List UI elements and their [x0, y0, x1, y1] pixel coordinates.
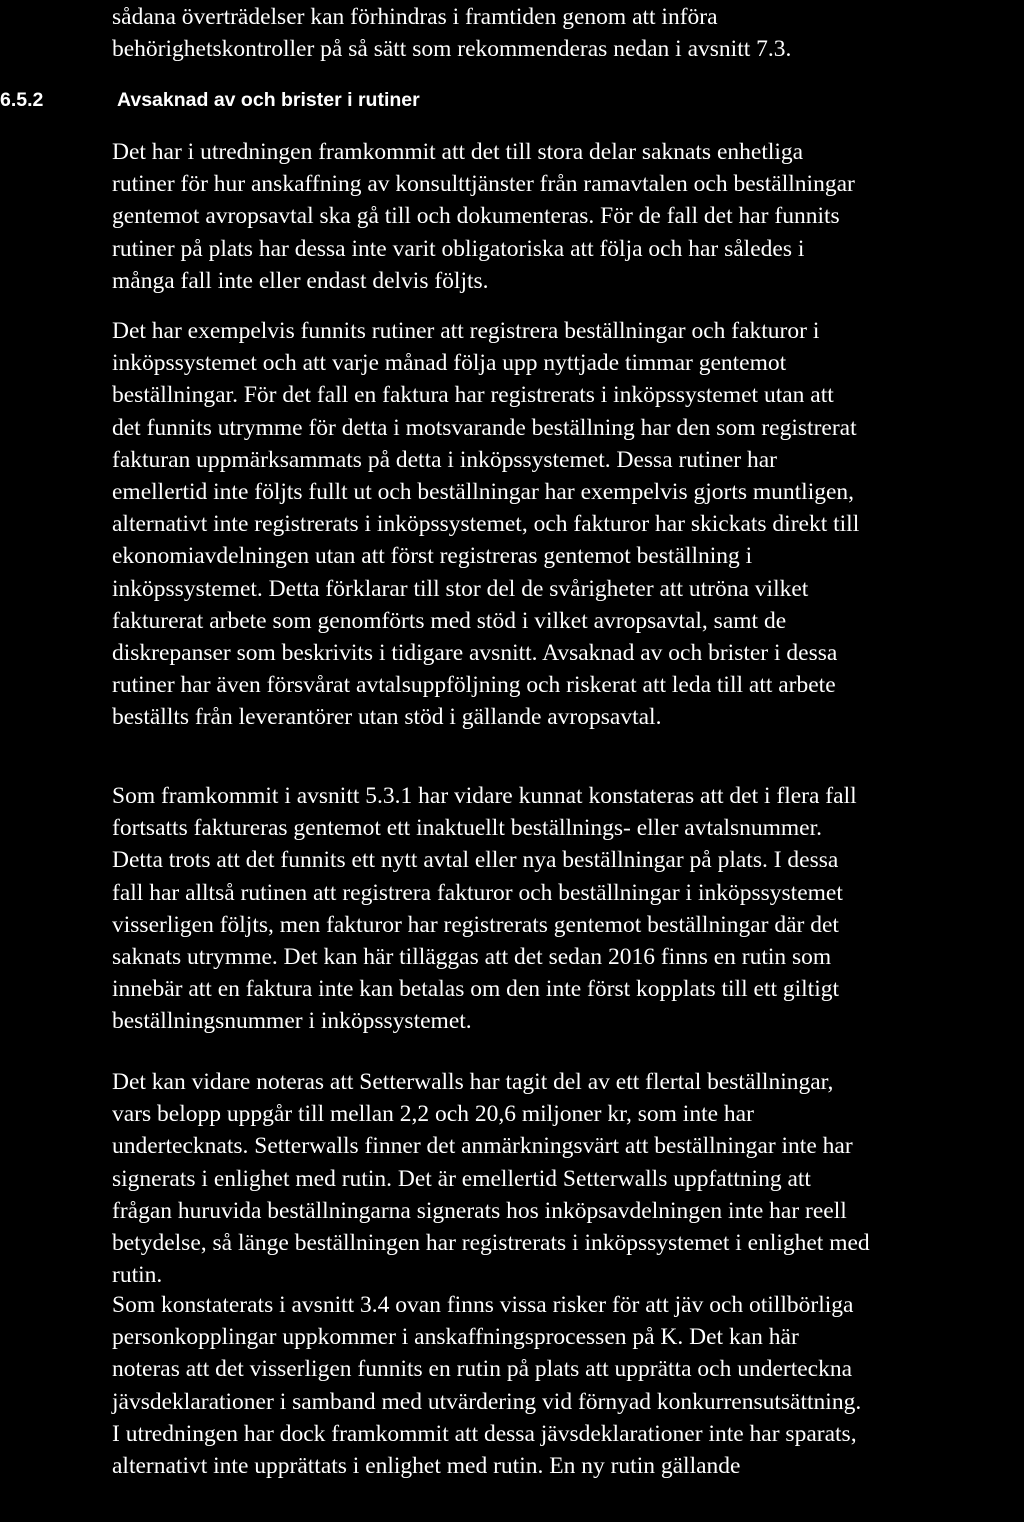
- text-line: fall har alltså rutinen att registrera fakturor och beställningar i inköpssystemet: [112, 879, 843, 906]
- text-line: signerats i enlighet med rutin. Det är emellertid Setterwalls uppfattning att: [112, 1165, 811, 1192]
- text-line: frågan huruvida beställningarna signerats hos inköpsavdelningen inte har reell: [112, 1197, 847, 1224]
- text-line: inköpssystemet och att varje månad följa upp nyttjade timmar gentemot: [112, 350, 787, 377]
- text-line: rutiner för hur anskaffning av konsulttjänster från ramavtalen och beställningar: [112, 171, 855, 198]
- text-line: alternativt inte registrerats i inköpssystemet, och fakturor har skickats direkt till: [112, 511, 860, 538]
- text-line: sådana överträdelser kan förhindras i framtiden genom att införa: [112, 4, 718, 30]
- section-title: Avsaknad av och brister i rutiner: [117, 89, 420, 111]
- text-line: fakturerat arbete som genomförts med stöd i vilket avropsavtal, samt de: [112, 607, 787, 634]
- text-line: diskrepanser som beskrivits i tidigare avsnitt. Avsaknad av och brister i dessa: [112, 640, 838, 667]
- paragraph-3: [112, 780, 857, 1038]
- paragraph-2: [112, 315, 859, 734]
- text-line: Som framkommit i avsnitt 5.3.1 har vidare kunnat konstateras att det i flera fall: [112, 783, 857, 809]
- paragraph-4: [112, 1066, 870, 1291]
- section-number: 6.5.2: [0, 89, 44, 111]
- intro-paragraph: [112, 1, 791, 65]
- text-line: Detta trots att det funnits ett nytt avtal eller nya beställningar på plats. I dessa: [112, 847, 839, 874]
- text-line: beställningsnummer i inköpssystemet.: [112, 1008, 472, 1035]
- text-line: Det har exempelvis funnits rutiner att registrera beställningar och fakturor i: [112, 318, 820, 344]
- text-line: personkopplingar uppkommer i anskaffningsprocessen på K. Det kan här: [112, 1324, 799, 1351]
- text-line: Som konstaterats i avsnitt 3.4 ovan finns vissa risker för att jäv och otillbörliga: [112, 1292, 854, 1318]
- text-line: undertecknats. Setterwalls finner det anmärkningsvärt att beställningar inte har: [112, 1133, 853, 1160]
- text-line: visserligen följts, men fakturor har registrerats gentemot beställningar där det: [112, 911, 839, 938]
- text-line: I utredningen har dock framkommit att dessa jävsdeklarationer inte har sparats,: [112, 1420, 857, 1447]
- text-line: inköpssystemet. Detta förklarar till stor del de svårigheter att utröna vilket: [112, 575, 809, 602]
- text-line: saknats utrymme. Det kan här tilläggas att det sedan 2016 finns en rutin som: [112, 944, 832, 971]
- text-line: gentemot avropsavtal ska gå till och dokumenteras. För de fall det har funnits: [112, 203, 840, 230]
- text-line: många fall inte eller endast delvis följts.: [112, 267, 489, 294]
- text-line: ekonomiavdelningen utan att först registreras gentemot beställning i: [112, 543, 753, 570]
- text-line: rutiner på plats har dessa inte varit obligatoriska att följa och har således i: [112, 235, 805, 262]
- text-line: rutiner har även försvårat avtalsuppföljning och riskerat att leda till att arbete: [112, 672, 836, 699]
- paragraph-5: [112, 1289, 861, 1482]
- text-line: noteras att det visserligen funnits en rutin på plats att upprätta och underteckna: [112, 1356, 853, 1383]
- text-line: beställningar. För det fall en faktura har registrerats i inköpssystemet utan att: [112, 382, 834, 409]
- text-line: behörighetskontroller på så sätt som rekommenderas nedan i avsnitt 7.3.: [112, 36, 792, 63]
- section-heading: [0, 84, 1024, 116]
- text-line: beställts från leverantörer utan stöd i gällande avropsavtal.: [112, 704, 662, 731]
- text-line: rutin.: [112, 1262, 163, 1289]
- text-line: betydelse, så länge beställningen har registrerats i inköpssystemet i enlighet med: [112, 1230, 870, 1257]
- text-line: Det kan vidare noteras att Setterwalls har tagit del av ett flertal beställningar,: [112, 1069, 834, 1095]
- text-line: Det har i utredningen framkommit att det till stora delar saknats enhetliga: [112, 139, 804, 165]
- text-line: innebär att en faktura inte kan betalas om den inte först kopplats till ett giltigt: [112, 976, 839, 1003]
- text-line: alternativt inte upprättats i enlighet med rutin. En ny rutin gällande: [112, 1453, 741, 1480]
- text-line: fortsatts faktureras gentemot ett inaktuellt beställnings- eller avtalsnummer.: [112, 815, 823, 842]
- text-line: emellertid inte följts fullt ut och beställningar har exempelvis gjorts muntligen,: [112, 479, 855, 506]
- paragraph-1: [112, 136, 855, 297]
- text-line: vars belopp uppgår till mellan 2,2 och 20,6 miljoner kr, som inte har: [112, 1101, 754, 1128]
- text-line: det funnits utrymme för detta i motsvarande beställning har den som registrerat: [112, 414, 857, 441]
- text-line: jävsdeklarationer i samband med utvärdering vid förnyad konkurrensutsättning.: [112, 1388, 862, 1415]
- text-line: fakturan uppmärksammats på detta i inköpssystemet. Dessa rutiner har: [112, 446, 777, 473]
